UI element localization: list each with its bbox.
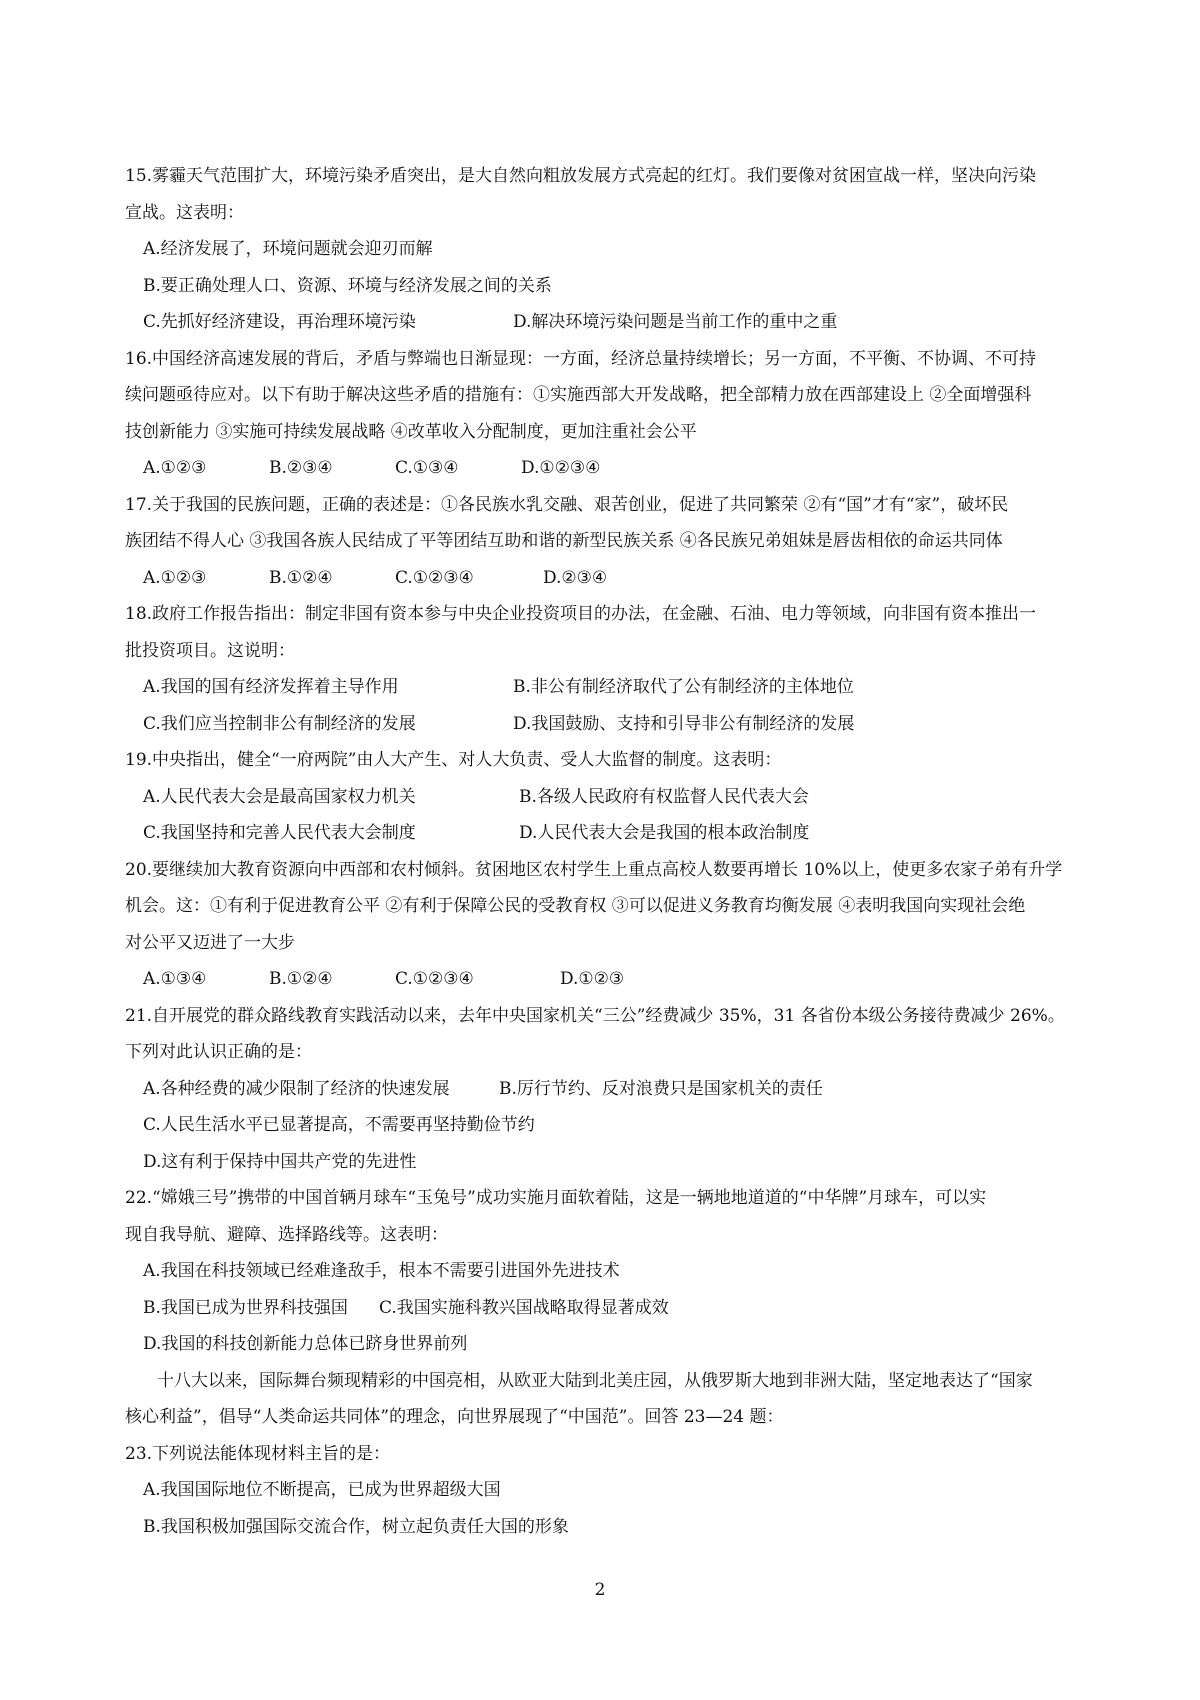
q15-option-d: D.解决环境污染问题是当前工作的重中之重 (513, 312, 838, 332)
q18-option-b: B.非公有制经济取代了公有制经济的主体地位 (513, 677, 854, 697)
q22-option-a: A.我国在科技领域已经难逢敌手，根本不需要引进国外先进技术 (143, 1261, 620, 1281)
q17-options (125, 560, 1095, 597)
q19-stem-line1: 19.中央指出，健全“一府两院”由人大产生、对人大负责、受人大监督的制度。这表明： (125, 750, 782, 770)
q17-stem-line1: 17.关于我国的民族问题，正确的表述是：①各民族水乳交融、艰苦创业，促进了共同繁荣 ②有“国”才有“家”，破坏民 (125, 494, 1009, 515)
q15-stem-line1: 15.雾霾天气范围扩大，环境污染矛盾突出，是大自然向粗放发展方式亮起的红灯。我们要像对贫困宣战一样，坚决向污染 (125, 166, 1037, 186)
q18-options-cd (125, 706, 1095, 743)
q16-stem-line3: 技创新能力 ③实施可持续发展战略 ④改革收入分配制度，更加注重社会公平 (125, 421, 697, 442)
q15-option-c: C.先抓好经济建设，再治理环境污染 (143, 312, 416, 332)
q18-option-a: A.我国的国有经济发挥着主导作用 (143, 677, 399, 697)
q22-option-d: D.我国的科技创新能力总体已跻身世界前列 (143, 1334, 468, 1354)
q16-options (125, 450, 1095, 487)
q20-stem-line1: 20.要继续加大教育资源向中西部和农村倾斜。贫困地区农村学生上重点高校人数要再增长 10%以上，使更多农家子弟有升学 (125, 859, 1063, 880)
q21-options-ab (125, 1071, 1095, 1108)
q15-stem-line2: 宣战。这表明： (125, 202, 244, 223)
exam-page (125, 158, 1095, 1545)
q18-stem-line2: 批投资项目。这说明： (125, 640, 295, 661)
q17-stem-line2: 族团结不得人心 ③我国各族人民结成了平等团结互助和谐的新型民族关系 ④各民族兄弟姐妹是唇齿相依的命运共同体 (125, 531, 1003, 551)
q23-option-a: A.我国国际地位不断提高，已成为世界超级大国 (143, 1480, 501, 1500)
q22-stem-line2: 现自我导航、避障、选择路线等。这表明： (125, 1224, 448, 1245)
q20-stem-line3: 对公平又迈进了一大步 (125, 932, 295, 953)
q23-stem-line1: 23.下列说法能体现材料主旨的是： (125, 1443, 391, 1464)
q16-option-c: C.①③④ (395, 458, 459, 478)
q15-options-cd (125, 304, 1095, 341)
q21-stem-line2: 下列对此认识正确的是： (125, 1042, 312, 1062)
q18-option-c: C.我们应当控制非公有制经济的发展 (143, 713, 416, 734)
q17-option-c: C.①②③④ (395, 567, 474, 588)
q19-option-c: C.我国坚持和完善人民代表大会制度 (143, 823, 416, 843)
page-number: 2 (594, 1580, 606, 1600)
material-line2: 核心利益”，倡导“人类命运共同体”的理念，向世界展现了“中国范”。回答 23—24 题： (125, 1407, 784, 1427)
q16-option-a: A.①②③ (143, 458, 207, 478)
q20-option-a: A.①③④ (143, 969, 207, 989)
q20-option-b: B.①②④ (269, 969, 333, 989)
q22-stem-line1: 22.“嫦娥三号”携带的中国首辆月球车“玉兔号”成功实施月面软着陆，这是一辆地地道道的“中华牌”月球车，可以实 (125, 1188, 987, 1208)
q17-option-d: D.②③④ (543, 567, 608, 588)
q18-options-ab (125, 669, 1095, 706)
q17-option-b: B.①②④ (269, 567, 333, 588)
q16-option-b: B.②③④ (269, 458, 333, 478)
q19-options-cd (125, 815, 1095, 852)
q20-option-d: D.①②③ (560, 969, 625, 989)
q21-option-a: A.各种经费的减少限制了经济的快速发展 (143, 1078, 450, 1099)
q20-options (125, 961, 1095, 998)
q19-option-b: B.各级人民政府有权监督人民代表大会 (519, 786, 809, 807)
q22-options-bc (125, 1290, 1095, 1327)
q19-options-ab (125, 779, 1095, 816)
q21-option-d: D.这有利于保持中国共产党的先进性 (143, 1151, 417, 1172)
q21-option-b: B.厉行节约、反对浪费只是国家机关的责任 (499, 1078, 823, 1099)
q15-option-a: A.经济发展了，环境问题就会迎刃而解 (143, 239, 433, 259)
q23-option-b: B.我国积极加强国际交流合作，树立起负责任大国的形象 (143, 1516, 569, 1537)
q15-option-b: B.要正确处理人口、资源、环境与经济发展之间的关系 (143, 275, 552, 296)
q20-stem-line2: 机会。这：①有利于促进教育公平 ②有利于保障公民的受教育权 ③可以促进义务教育均衡发展 ④表明我国向实现社会绝 (125, 896, 1026, 916)
q16-option-d: D.①②③④ (521, 458, 601, 478)
q17-option-a: A.①②③ (143, 567, 207, 588)
q16-stem-line1: 16.中国经济高速发展的背后，矛盾与弊端也日渐显现：一方面，经济总量持续增长；另一方面，不平衡、不协调、不可持 (125, 348, 1037, 369)
q20-option-c: C.①②③④ (395, 969, 474, 989)
q19-option-a: A.人民代表大会是最高国家权力机关 (143, 786, 416, 807)
material-line1: 十八大以来，国际舞台频现精彩的中国亮相，从欧亚大陆到北美庄园，从俄罗斯大地到非洲大陆，坚定地表达了“国家 (157, 1370, 1033, 1391)
q21-stem-line1: 21.自开展党的群众路线教育实践活动以来，去年中央国家机关“三公”经费减少 35%，31 各省份本级公务接待费减少 26%。 (125, 1005, 1065, 1026)
q18-stem-line1: 18.政府工作报告指出：制定非国有资本参与中央企业投资项目的办法，在金融、石油、电力等领域，向非国有资本推出一 (125, 604, 1037, 624)
q22-option-c: C.我国实施科教兴国战略取得显著成效 (379, 1297, 669, 1318)
q18-option-d: D.我国鼓励、支持和引导非公有制经济的发展 (513, 713, 855, 734)
q22-option-b: B.我国已成为世界科技强国 (143, 1297, 348, 1318)
q19-option-d: D.人民代表大会是我国的根本政治制度 (519, 823, 810, 843)
q21-option-c: C.人民生活水平已显著提高，不需要再坚持勤俭节约 (143, 1115, 535, 1135)
q16-stem-line2: 续问题亟待应对。以下有助于解决这些矛盾的措施有：①实施西部大开发战略，把全部精力放在西部建设上 ②全面增强科 (125, 385, 1032, 405)
